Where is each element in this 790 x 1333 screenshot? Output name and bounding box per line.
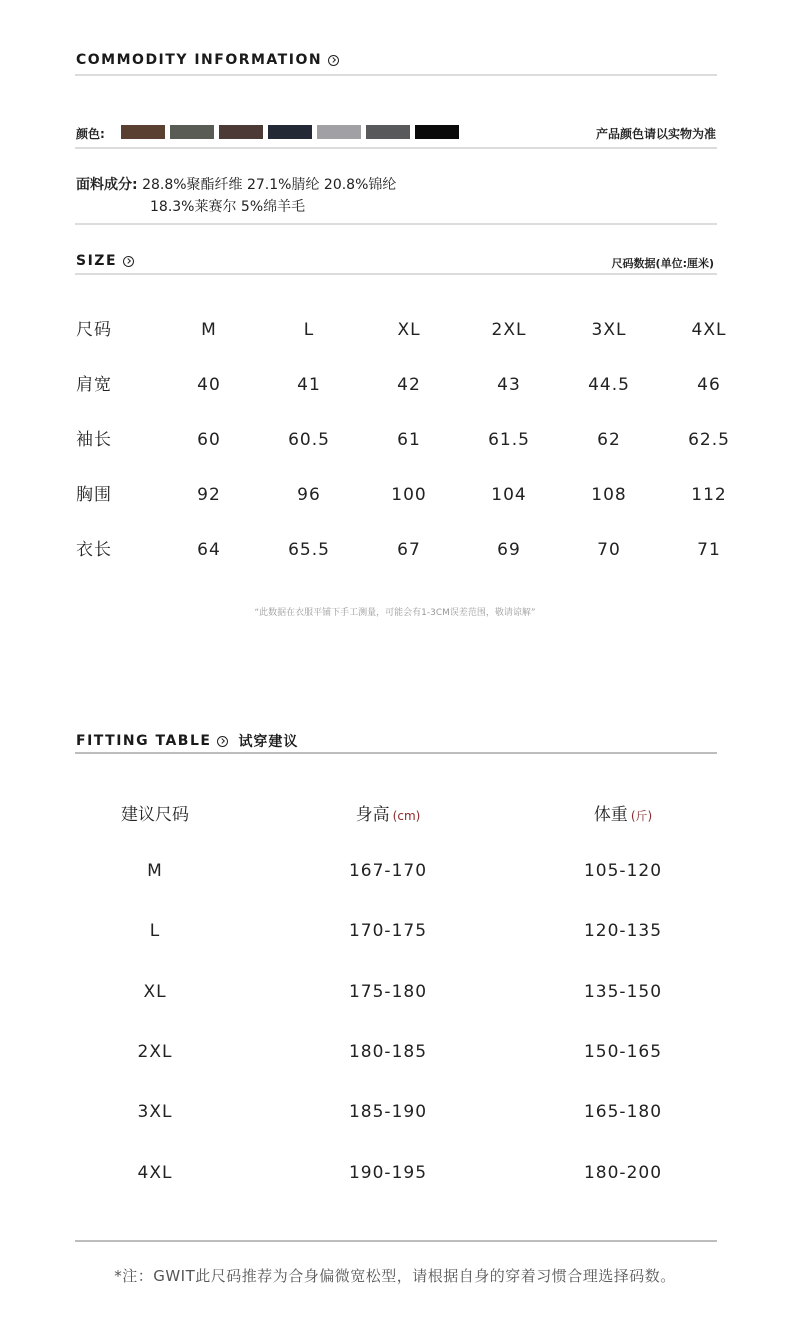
fitting-weight-cell: 135-150: [583, 982, 663, 1002]
weight-label: 体重: [593, 805, 628, 825]
color-swatches: [121, 125, 464, 139]
color-swatch: [317, 125, 361, 139]
color-swatch: [170, 125, 214, 139]
chevron-right-circle-icon: [328, 55, 339, 66]
table-cell: 100: [391, 485, 427, 505]
footer-note: *注：GWIT此尺码推荐为合身偏微宽松型，请根据自身的穿着习惯合理选择码数。: [114, 1267, 676, 1285]
table-cell: 60.5: [288, 430, 330, 450]
size-row-label: 衣长: [76, 540, 112, 560]
size-section-title: [76, 253, 134, 269]
size-column-header: L: [303, 320, 315, 340]
fitting-height-cell: 180-185: [348, 1042, 428, 1062]
table-cell: 41: [297, 375, 321, 395]
fabric-line-1: 28.8%聚酯纤维 27.1%腈纶 20.8%锦纶: [142, 177, 397, 193]
divider: [75, 147, 717, 149]
fitting-header-size: 建议尺码: [121, 805, 189, 825]
fabric-composition: [76, 174, 396, 218]
divider: [75, 273, 717, 275]
table-cell: 44.5: [588, 375, 630, 395]
fitting-weight-cell: 150-165: [583, 1042, 663, 1062]
fabric-line-2: 18.3%莱赛尔 5%绵羊毛: [150, 199, 306, 215]
table-cell: 61.5: [488, 430, 530, 450]
size-column-header: M: [201, 320, 217, 340]
table-cell: 112: [691, 485, 727, 505]
table-cell: 69: [497, 540, 521, 560]
commodity-section-title: [76, 52, 339, 68]
fitting-weight-cell: 120-135: [583, 921, 663, 941]
table-cell: 42: [397, 375, 421, 395]
size-column-header: 3XL: [591, 320, 627, 340]
commodity-title-text: COMMODITY INFORMATION: [76, 52, 323, 68]
fitting-size-cell: 3XL: [137, 1102, 173, 1122]
size-column-header: XL: [397, 320, 421, 340]
fitting-weight-cell: 180-200: [583, 1163, 663, 1183]
fitting-size-cell: M: [147, 861, 163, 881]
table-cell: 108: [591, 485, 627, 505]
size-column-header: 4XL: [691, 320, 727, 340]
color-label: 颜色:: [76, 127, 105, 141]
color-swatch: [366, 125, 410, 139]
table-cell: 60: [197, 430, 221, 450]
fitting-weight-cell: 165-180: [583, 1102, 663, 1122]
height-label: 身高: [355, 805, 390, 825]
color-swatch: [268, 125, 312, 139]
table-cell: 71: [697, 540, 721, 560]
table-cell: 64: [197, 540, 221, 560]
weight-unit: (斤): [630, 809, 653, 823]
divider: [75, 223, 717, 225]
fitting-height-cell: 175-180: [348, 982, 428, 1002]
height-unit: (cm): [392, 809, 421, 823]
table-cell: 61: [397, 430, 421, 450]
table-cell: 67: [397, 540, 421, 560]
table-cell: 46: [697, 375, 721, 395]
divider: [75, 1240, 717, 1242]
size-unit-note: 尺码数据(单位:厘米): [611, 257, 714, 270]
table-cell: 43: [497, 375, 521, 395]
table-cell: 70: [597, 540, 621, 560]
fitting-title-cn: 试穿建议: [238, 734, 299, 750]
fitting-section-title: [76, 731, 298, 751]
chevron-right-circle-icon: [123, 256, 134, 267]
table-cell: 92: [197, 485, 221, 505]
chevron-right-circle-icon: [217, 736, 228, 747]
size-row-label: 肩宽: [76, 375, 112, 395]
divider: [75, 74, 717, 76]
divider: [75, 752, 717, 754]
fitting-height-cell: 167-170: [348, 861, 428, 881]
fitting-size-cell: 2XL: [137, 1042, 173, 1062]
measurement-note: “此数据在衣服平铺下手工测量，可能会有1-3CM误差范围，敬请谅解”: [254, 608, 536, 618]
table-cell: 40: [197, 375, 221, 395]
fitting-height-cell: 170-175: [348, 921, 428, 941]
table-cell: 65.5: [288, 540, 330, 560]
table-cell: 62.5: [688, 430, 730, 450]
fitting-weight-cell: 105-120: [583, 861, 663, 881]
fitting-size-cell: XL: [143, 982, 167, 1002]
table-cell: 104: [491, 485, 527, 505]
color-swatch: [121, 125, 165, 139]
color-note: 产品颜色请以实物为准: [595, 127, 716, 141]
size-row-label: 胸围: [76, 485, 112, 505]
fitting-height-cell: 190-195: [348, 1163, 428, 1183]
size-header-label: 尺码: [76, 320, 112, 340]
size-title-text: SIZE: [76, 253, 118, 269]
table-cell: 62: [597, 430, 621, 450]
size-column-header: 2XL: [491, 320, 527, 340]
color-swatch: [219, 125, 263, 139]
table-cell: 96: [297, 485, 321, 505]
color-swatch: [415, 125, 459, 139]
fitting-size-cell: L: [149, 921, 161, 941]
fitting-header-weight: [594, 800, 652, 825]
fitting-size-cell: 4XL: [137, 1163, 173, 1183]
fabric-label: 面料成分:: [76, 177, 138, 193]
fitting-header-height: [356, 800, 421, 825]
fitting-height-cell: 185-190: [348, 1102, 428, 1122]
size-row-label: 袖长: [76, 430, 112, 450]
fitting-title-text: FITTING TABLE: [76, 733, 212, 749]
